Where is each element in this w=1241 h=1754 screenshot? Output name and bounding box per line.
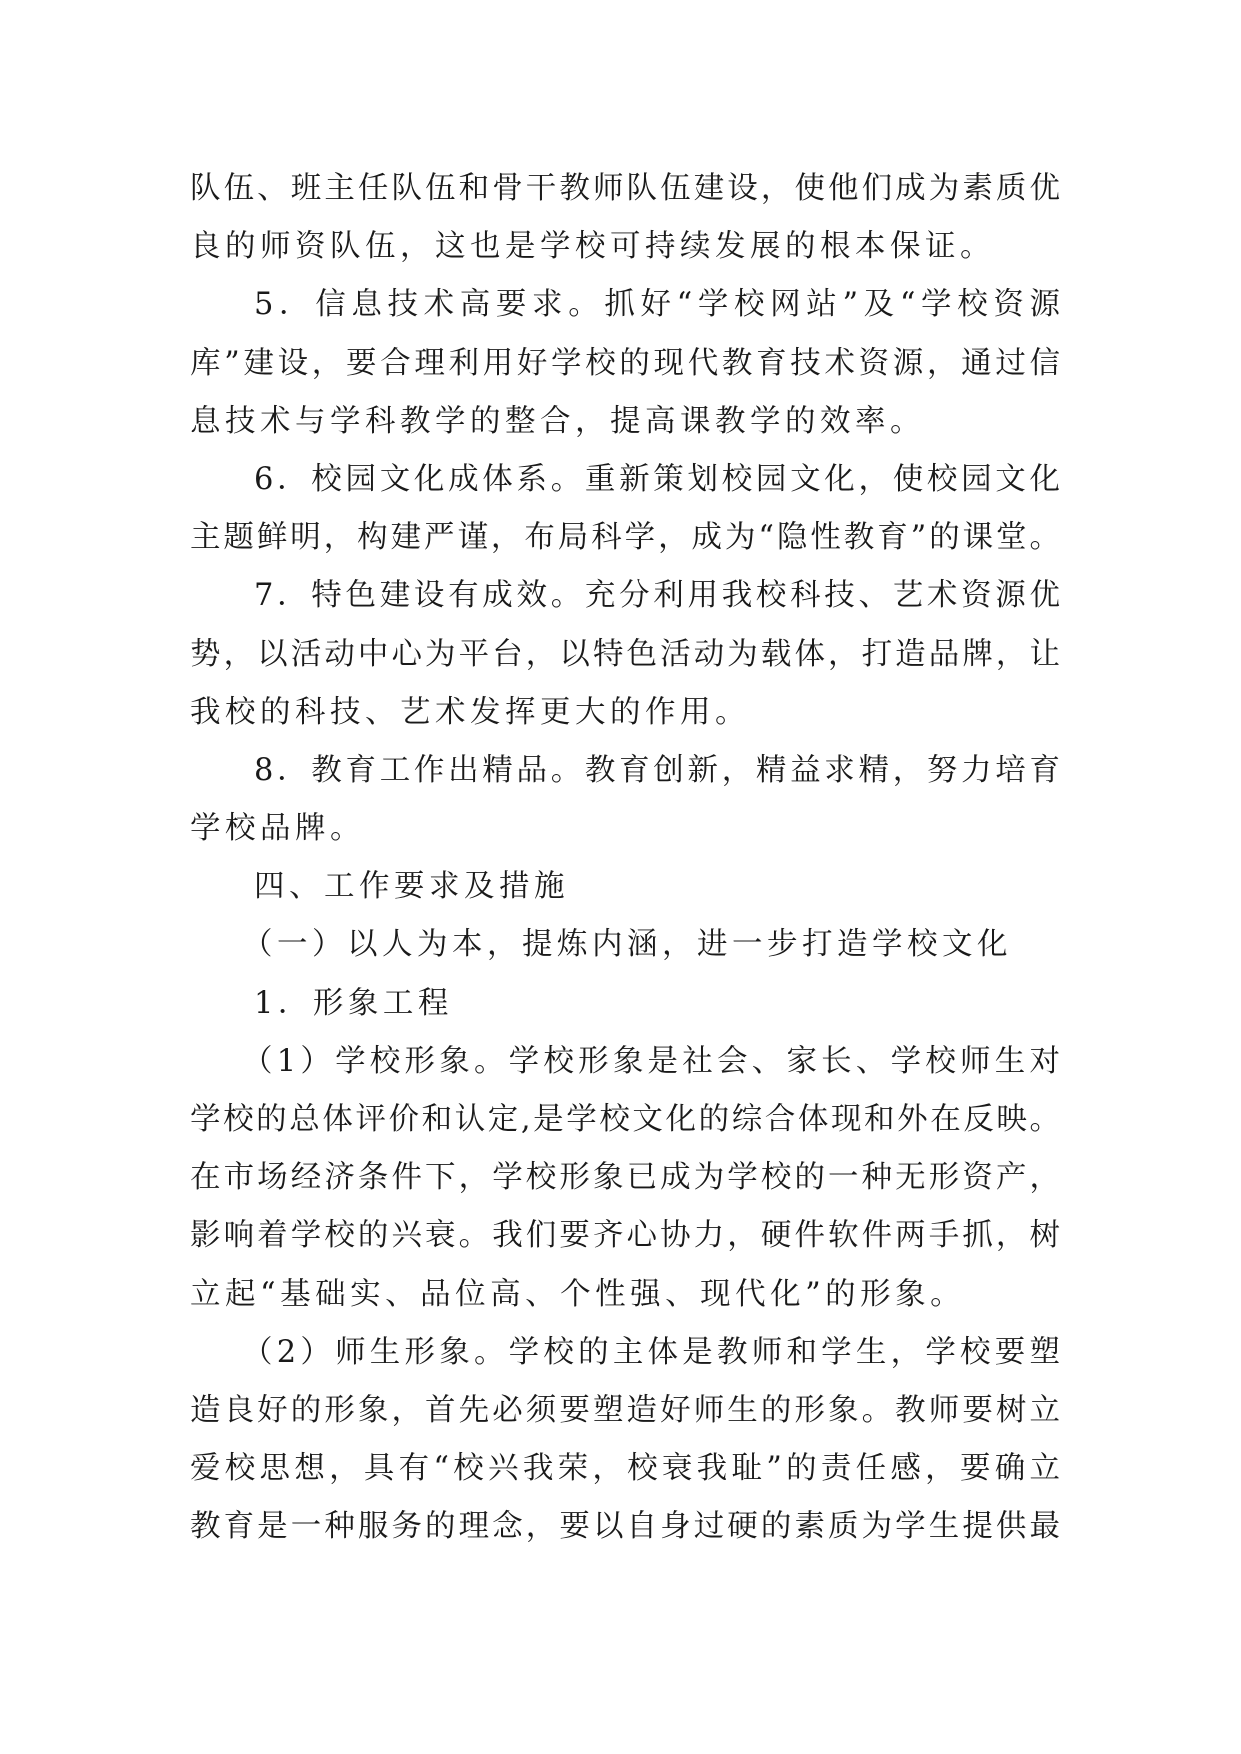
paragraph-item-6: 6．校园文化成体系。重新策划校园文化，使校园文化: [254, 461, 1060, 497]
text-line: 学校的总体评价和认定,是学校文化的综合体现和外在反映。: [190, 1102, 1060, 1137]
document-body: [190, 160, 1060, 1557]
text-line: 势，以活动中心为平台，以特色活动为载体，打造品牌，让: [190, 636, 1060, 672]
item-heading: 1．形象工程: [254, 985, 453, 1021]
text-line: 息技术与学科教学的整合，提高课教学的效率。: [190, 403, 925, 439]
paragraph-item-1: （1）学校形象。学校形象是社会、家长、学校师生对: [242, 1043, 1060, 1079]
text-line: 库”建设，要合理利用好学校的现代教育技术资源，通过信: [190, 345, 1060, 381]
paragraph-item-8: 8．教育工作出精品。教育创新，精益求精，努力培育: [254, 752, 1060, 788]
text-line: 造良好的形象，首先必须要塑造好师生的形象。教师要树立: [190, 1392, 1060, 1428]
subsection-heading: （一）以人为本，提炼内涵，进一步打造学校文化: [242, 927, 1012, 963]
text-line: 在市场经济条件下，学校形象已成为学校的一种无形资产，: [190, 1160, 1060, 1196]
text-line: 学校品牌。: [190, 811, 365, 847]
section-heading: 四、工作要求及措施: [254, 869, 569, 905]
text-line: 良的师资队伍，这也是学校可持续发展的根本保证。: [190, 229, 995, 265]
text-line: 我校的科技、艺术发挥更大的作用。: [190, 694, 750, 730]
text-line: 影响着学校的兴衰。我们要齐心协力，硬件软件两手抓，树: [190, 1218, 1060, 1254]
text-line: 爱校思想，具有“校兴我荣，校衰我耻”的责任感，要确立: [190, 1451, 1060, 1487]
text-line: 教育是一种服务的理念，要以自身过硬的素质为学生提供最: [190, 1509, 1060, 1545]
text-line: 队伍、班主任队伍和骨干教师队伍建设，使他们成为素质优: [190, 171, 1060, 206]
text-line: 立起“基础实、品位高、个性强、现代化”的形象。: [190, 1276, 966, 1312]
text-line: 主题鲜明，构建严谨，布局科学，成为“隐性教育”的课堂。: [190, 520, 1060, 556]
paragraph-item-5: 5．信息技术高要求。抓好“学校网站”及“学校资源: [254, 287, 1060, 323]
paragraph-item-7: 7．特色建设有成效。充分利用我校科技、艺术资源优: [254, 578, 1060, 614]
paragraph-item-2: （2）师生形象。学校的主体是教师和学生，学校要塑: [242, 1334, 1060, 1370]
